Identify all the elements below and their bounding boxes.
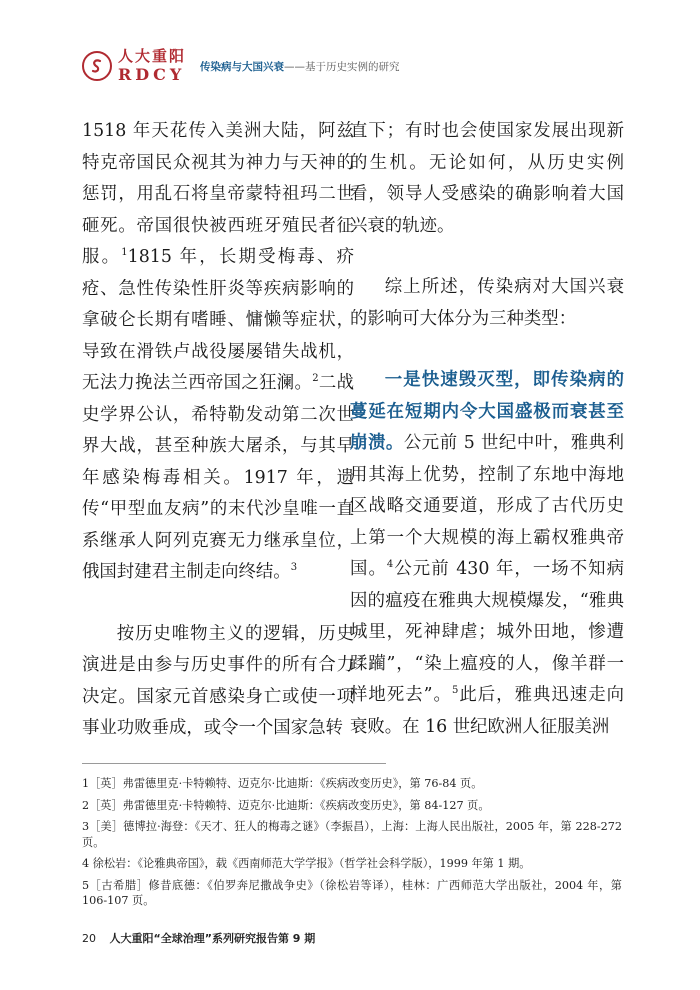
text-run: 公元前 5 世纪中叶，雅典利用其海上优势，控制了东地中海地区战略交通要道，形成了古代历史上第一个大规模的海上霸权雅典帝国。 xyxy=(350,433,624,579)
paragraph xyxy=(350,365,624,743)
page-footer xyxy=(82,930,315,946)
page-header xyxy=(82,44,400,88)
logo-english-name: RDCY xyxy=(118,65,186,84)
text-run: 1518 年天花传入美洲大陆，阿兹特克帝国民众视其为神力与天神的惩罚，用乱石将皇帝蒙特祖玛二世砸死。帝国很快被西班牙殖民者征服。 xyxy=(82,121,354,267)
footnote-ref: 3 xyxy=(290,562,298,574)
highlighted-thesis: 一是快速毁灭型，即传染病的蔓延在短期内令大国盛极而衰甚至崩溃。 xyxy=(350,370,624,453)
paragraph xyxy=(82,116,354,589)
text-run: 1815 年，长期受梅毒、疥疮、急性传染性肝炎等疾病影响的拿破仑长期有嗜睡、慵懒等症状，导致在滑铁卢战役屡屡错失战机，无法力挽法兰西帝国之狂澜。 xyxy=(82,247,354,393)
logo-text xyxy=(118,49,186,83)
footnote-ref: 5 xyxy=(451,685,459,697)
text-run: 此后，雅典迅速走向衰败。在 16 世纪欧洲人征服美洲 xyxy=(350,685,624,737)
rdcy-logo-icon xyxy=(82,51,112,81)
footnote-ref: 1 xyxy=(121,247,128,259)
footer-text: 人大重阳“全球治理”系列研究报告第 9 期 xyxy=(109,932,316,945)
running-title xyxy=(200,59,400,74)
footnote: 3［美］德博拉·海登：《天才、狂人的梅毒之谜》（李振昌），上海：上海人民出版社，2005 年，第 228-272 页。 xyxy=(82,820,622,849)
page-number: 20 xyxy=(82,932,96,945)
footnote: 1［英］弗雷德里克·卡特赖特、迈克尔·比迪斯：《疾病改变历史》，第 76-84 页。 xyxy=(82,777,483,790)
footnote: 2［英］弗雷德里克·卡特赖特、迈克尔·比迪斯：《疾病改变历史》，第 84-127 页。 xyxy=(82,798,490,812)
text-run: 公元前 430 年，一场不知病因的瘟疫在雅典大规模爆发，“雅典城里，死神肆虐；城外田地，惨遭蹂躏”，“染上瘟疫的人，像羊群一样地死去”。 xyxy=(350,559,624,705)
footnote: 4 徐松岩：《论雅典帝国》，载《西南师范大学学报》（哲学社会科学版），1999 年第 1 期。 xyxy=(82,857,531,870)
paragraph: 综上所述，传染病对大国兴衰的影响可大体分为三种类型： xyxy=(350,277,624,329)
footnote-ref: 2 xyxy=(312,373,319,385)
left-column xyxy=(82,116,354,745)
logo-chinese-name: 人大重阳 xyxy=(118,47,187,65)
running-title-main: 传染病与大国兴衰 xyxy=(200,60,285,73)
footnote-divider xyxy=(82,763,386,764)
footnotes xyxy=(82,776,622,915)
paragraph: 直下；有时也会使国家发展出现新的生机。无论如何，从历史实例看，领导人受感染的确影响着大国兴衰的轨迹。 xyxy=(350,121,624,236)
paragraph: 按历史唯物主义的逻辑，历史演进是由参与历史事件的所有合力决定。国家元首感染身亡或使一项事业功败垂成，或令一个国家急转 xyxy=(82,623,354,738)
footnote: 5［古希腊］修昔底德：《伯罗奔尼撒战争史》（徐松岩等译），桂林：广西师范大学出版社，2004 年，第 106-107 页。 xyxy=(82,878,622,907)
text-run: 二战史学界公认，希特勒发动第二次世界大战，甚至种族大屠杀，与其早年感染梅毒相关。1917 年，遗传“甲型血友病”的末代沙皇唯一直系继承人阿列克赛无力继承皇位，俄国封建君主制走向终结。 xyxy=(82,373,354,582)
right-column xyxy=(350,116,624,743)
running-title-sub: ——基于历史实例的研究 xyxy=(284,60,400,73)
footnote-ref: 4 xyxy=(386,559,394,571)
